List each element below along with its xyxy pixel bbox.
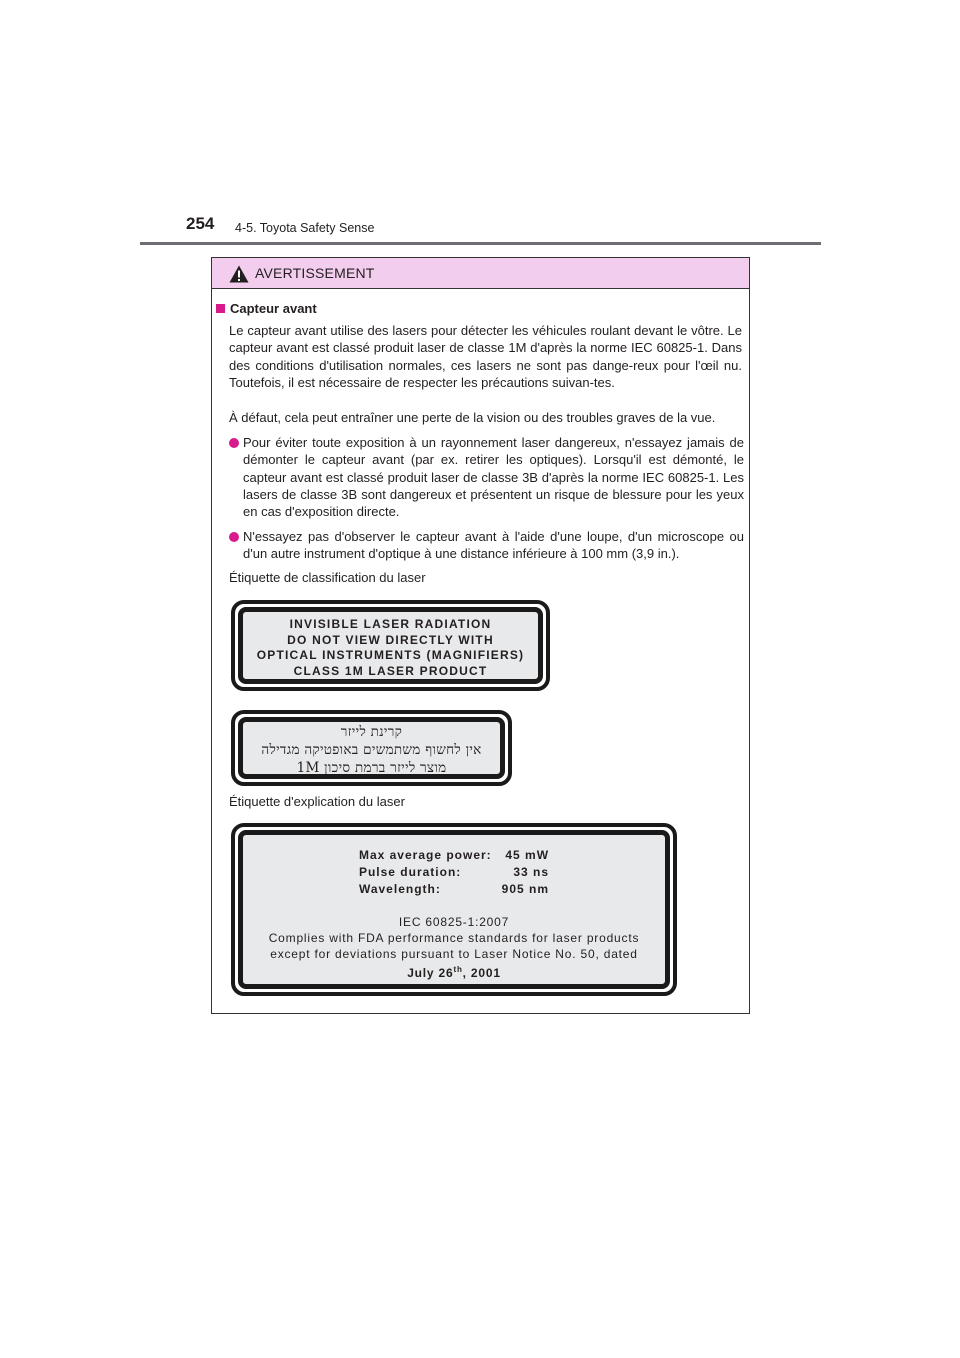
spec-row bbox=[359, 881, 549, 898]
square-bullet-icon bbox=[216, 304, 225, 313]
bullet-text: N'essayez pas d'observer le capteur avant à l'aide d'une loupe, d'un microscope ou d'un autre instrument d'optique à une distance inférieure à 100 mm (3,9 in.). bbox=[243, 529, 744, 562]
explanation-label-panel bbox=[238, 830, 670, 989]
classification-label-text bbox=[243, 612, 538, 679]
date-prefix: July 26 bbox=[407, 966, 454, 980]
label-line: אין לחשוף משתמשים באופטיקה מגדילה bbox=[261, 742, 482, 758]
consequence-paragraph: À défaut, cela peut entraîner une perte de la vision ou des troubles graves de la vue. bbox=[229, 410, 716, 425]
classification-label-panel bbox=[238, 607, 543, 684]
standard-text: IEC 60825-1:2007 bbox=[398, 915, 510, 929]
compliance-line: Complies with FDA performance standards for laser products bbox=[268, 931, 640, 945]
section-heading-text: Capteur avant bbox=[230, 301, 317, 316]
spec-row bbox=[359, 864, 549, 881]
bullet-item bbox=[229, 434, 744, 520]
spec-value: 45 mW bbox=[505, 848, 550, 862]
warning-title: AVERTISSEMENT bbox=[255, 265, 375, 281]
warning-triangle-icon bbox=[229, 265, 249, 283]
spec-table bbox=[359, 847, 549, 898]
header-divider bbox=[140, 242, 821, 245]
spec-value: 33 ns bbox=[513, 865, 550, 879]
warning-header bbox=[212, 258, 749, 289]
label-line: DO NOT VIEW DIRECTLY WITH bbox=[287, 632, 494, 647]
spec-label: Max average power: bbox=[358, 848, 492, 862]
intro-paragraph: Le capteur avant utilise des lasers pour détecter les véhicules roulant devant le vôtre. Le capteur avant est classé produit laser de classe 1M d'après la norme IEC 60825-1. Dans des conditions d'utilisation normales, ces lasers ne sont pas dange-reux pour l'œil nu. Toutefois, il est nécessaire de respecter les précautions suivan-tes. bbox=[229, 323, 742, 390]
hebrew-label-panel bbox=[238, 717, 505, 779]
round-bullet-icon bbox=[229, 438, 239, 448]
spec-value: 905 nm bbox=[501, 882, 550, 896]
compliance-date bbox=[243, 962, 665, 981]
label-line: מוצר לייזר ברמת סיכון 1M bbox=[296, 760, 447, 776]
label-line: CLASS 1M LASER PRODUCT bbox=[293, 663, 488, 678]
hebrew-label bbox=[231, 710, 512, 786]
label-line: OPTICAL INSTRUMENTS (MAGNIFIERS) bbox=[256, 648, 525, 662]
explanation-label bbox=[231, 823, 677, 996]
classification-caption: Étiquette de classification du laser bbox=[229, 570, 426, 585]
spec-row bbox=[359, 847, 549, 864]
label-line: קרינת לייזר bbox=[340, 724, 403, 740]
spec-label: Pulse duration: bbox=[358, 865, 462, 879]
label-line: INVISIBLE LASER RADIATION bbox=[289, 617, 492, 631]
hebrew-label-text bbox=[243, 722, 500, 777]
bullet-item bbox=[229, 528, 744, 563]
spec-label: Wavelength: bbox=[358, 882, 441, 896]
section-heading bbox=[216, 300, 317, 317]
section-title: 4-5. Toyota Safety Sense bbox=[235, 221, 375, 235]
compliance-line: except for deviations pursuant to Laser Notice No. 50, dated bbox=[270, 947, 638, 961]
page-number: 254 bbox=[186, 214, 215, 233]
classification-label bbox=[231, 600, 550, 691]
date-suffix: , 2001 bbox=[462, 966, 501, 980]
explanation-caption: Étiquette d'explication du laser bbox=[229, 794, 405, 809]
bullet-text: Pour éviter toute exposition à un rayonnement laser dangereux, n'essayez jamais de démonter le capteur avant (par ex. retirer les optiques). Lorsqu'il est démonté, le capteur avant est classé produit laser de classe 3B d'après la norme IEC 60825-1. Les lasers de classe 3B sont dangereux et présentent un risque de blessure pour les yeux en cas d'exposition directe. bbox=[243, 435, 744, 520]
date-superscript: th bbox=[453, 965, 463, 974]
round-bullet-icon bbox=[229, 532, 239, 542]
